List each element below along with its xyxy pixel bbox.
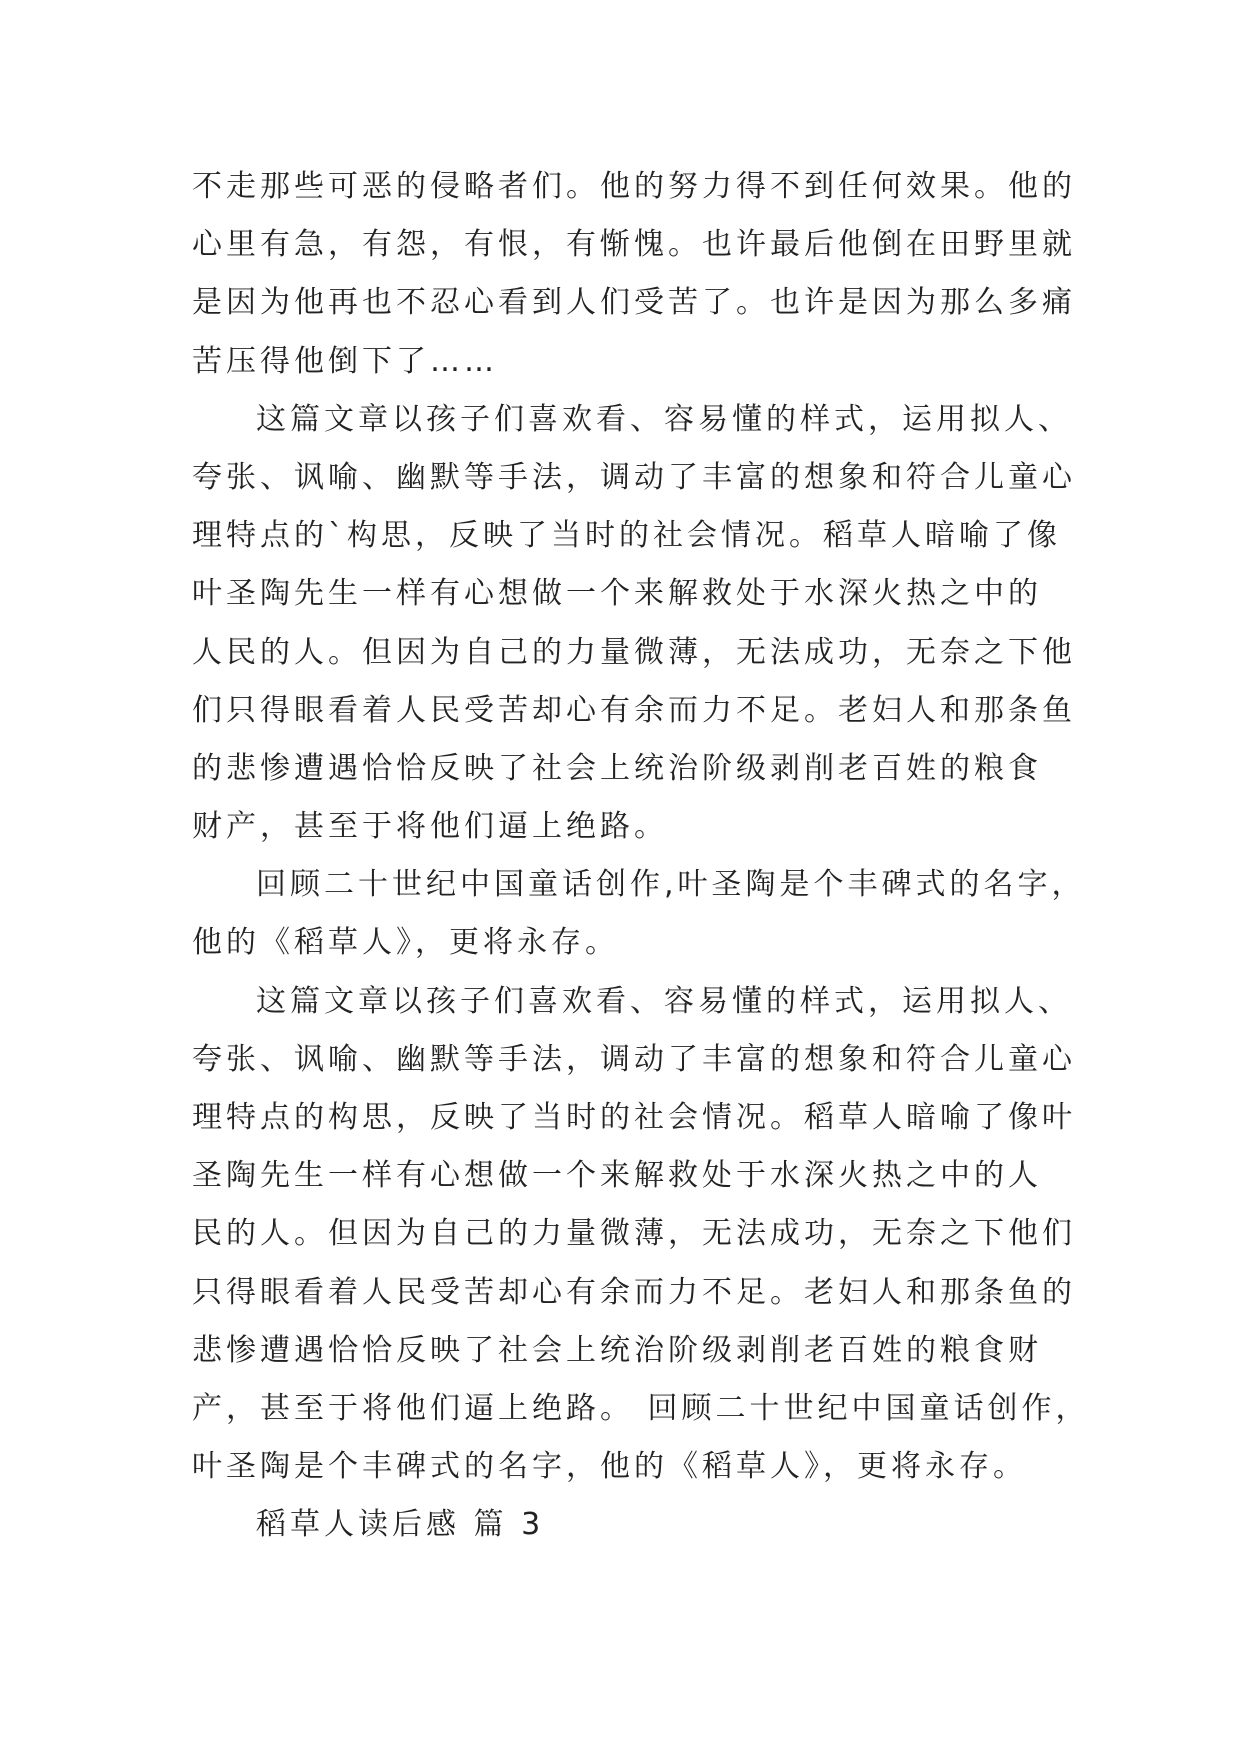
- text-line: 悲惨遭遇恰恰反映了社会上统治阶级剥削老百姓的粮食财: [192, 1332, 1042, 1368]
- text-line: 心里有急，有怨，有恨，有惭愧。也许最后他倒在田野里就: [192, 227, 1076, 263]
- paragraph-1: [192, 158, 1076, 391]
- text-line: 理特点的构思，反映了当时的社会情况。稻草人暗喻了像叶: [192, 1100, 1076, 1135]
- text-line: 只得眼看着人民受苦却心有余而力不足。老妇人和那条鱼的: [192, 1274, 1076, 1310]
- section-heading-paragraph: [192, 1496, 1072, 1554]
- text-line: 圣陶先生一样有心想做一个来解救处于水深火热之中的人: [192, 1158, 1042, 1194]
- text-line: 的悲惨遭遇恰恰反映了社会上统治阶级剥削老百姓的粮食: [192, 750, 1042, 786]
- text-line: 们只得眼看着人民受苦却心有余而力不足。老妇人和那条鱼: [192, 692, 1076, 728]
- text-line: 回顾二十世纪中国童话创作,叶圣陶是个丰碑式的名字，: [256, 867, 1086, 903]
- text-line: 这篇文章以孩子们喜欢看、容易懂的样式，运用拟人、: [256, 401, 1072, 437]
- text-line: 夸张、讽喻、幽默等手法，调动了丰富的想象和符合儿童心: [192, 459, 1076, 495]
- text-line: 不走那些可恶的侵略者们。他的努力得不到任何效果。他的: [192, 169, 1076, 204]
- text-line: 民的人。但因为自己的力量微薄，无法成功，无奈之下他们: [192, 1216, 1076, 1252]
- paragraph-3: [192, 856, 1086, 972]
- text-line: 财产，甚至于将他们逼上绝路。: [192, 809, 668, 845]
- text-line: 叶圣陶是个丰碑式的名字，他的《稻草人》，更将永存。: [192, 1449, 1027, 1485]
- section-heading: 稻草人读后感 篇 3: [256, 1507, 545, 1543]
- document-body: [192, 158, 1090, 1555]
- text-line: 是因为他再也不忍心看到人们受苦了。也许是因为那么多痛: [192, 285, 1076, 321]
- text-line: 产，甚至于将他们逼上绝路。 回顾二十世纪中国童话创作，: [192, 1390, 1090, 1426]
- text-line: 苦压得他倒下了……: [192, 343, 498, 379]
- text-line: 理特点的`构思，反映了当时的社会情况。稻草人暗喻了像: [192, 518, 1061, 554]
- paragraph-4: [192, 973, 1090, 1497]
- paragraph-2: [192, 391, 1076, 857]
- text-line: 这篇文章以孩子们喜欢看、容易懂的样式，运用拟人、: [256, 983, 1072, 1019]
- text-line: 人民的人。但因为自己的力量微薄，无法成功，无奈之下他: [192, 634, 1076, 670]
- text-line: 叶圣陶先生一样有心想做一个来解救处于水深火热之中的: [192, 576, 1042, 612]
- text-line: 夸张、讽喻、幽默等手法，调动了丰富的想象和符合儿童心: [192, 1041, 1076, 1077]
- text-line: 他的《稻草人》，更将永存。: [192, 925, 619, 961]
